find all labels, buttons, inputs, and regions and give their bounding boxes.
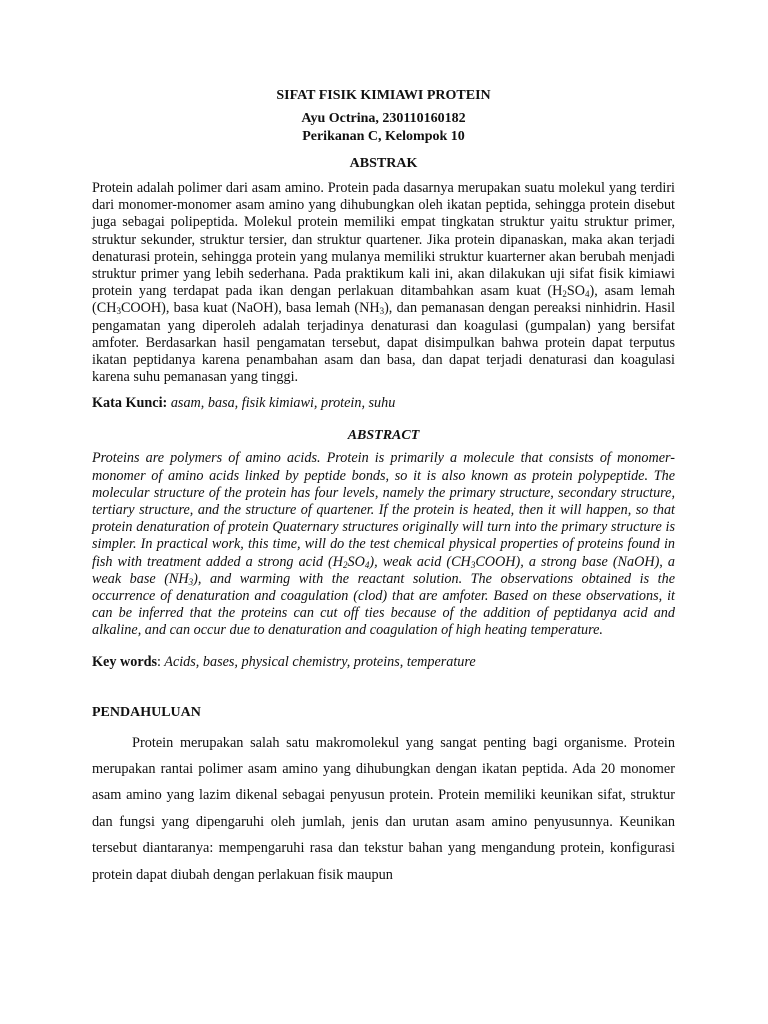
kata-kunci-values: asam, basa, fisik kimiawi, protein, suhu	[170, 395, 396, 412]
abstrak-heading: ABSTRAK	[349, 156, 418, 171]
subscript: 2	[343, 559, 348, 570]
abstract-text: ), and warming with the reactant solution. The observations obtained is the occurrence of denaturation and coagulation (clod) that are amfoter. Based on these observations, it can be inferred that the proteins can cut off ties because of the addition of peptidanya acid and alkaline, and can occur due to denaturation and coagulation of high heating temperature.	[92, 570, 675, 639]
abstrak-text: COOH), basa kuat (NaOH), basa lemah (NH	[120, 300, 380, 317]
kata-kunci	[92, 395, 675, 412]
key-words-colon: :	[157, 653, 161, 670]
abstrak-text: ), dan pemanasan dengan pereaksi ninhidrin. Hasil pengamatan yang diperoleh adalah terjadinya denaturasi dan koagulasi (gumpalan) yang bersifat amfoter. Berdasarkan hasil pengamatan tersebut, dapat disimpulkan bahwa protein dapat terputus ikatan peptidanya karena penambahan asam dan basa, dan dapat terjadi denaturasi dan koagulasi karena suhu pemanasan yang tinggi.	[92, 300, 676, 386]
key-words-label: Key words	[92, 653, 158, 670]
abstract-text: Proteins are polymers of amino acids. Protein is primarily a molecule that consists of monomer-monomer of amino acids linked by peptide bonds, so it is also known as protein polypeptide. The molecular structure of the protein has four levels, namely the primary structure, secondary structure, tertiary structure, and the structure of quartener. If the protein is heated, then it will happen, so that protein denaturation of protein Quaternary structures originally will turn into the primary structure is simpler. In practical work, this time, will do the test chemical physical properties of proteins found in fish with treatment added a strong acid (H	[92, 450, 675, 570]
subscript: 3	[188, 576, 194, 587]
abstract-heading: ABSTRACT	[347, 428, 420, 444]
author-line: Ayu Octrina, 230110160182	[301, 111, 466, 126]
subscript: 4	[585, 289, 590, 300]
subscript: 2	[562, 289, 567, 300]
abstrak-text: SO	[566, 283, 586, 300]
subscript: 3	[470, 559, 476, 570]
abstract-text: SO	[347, 553, 365, 570]
pendahuluan-heading: PENDAHULUAN	[92, 704, 201, 720]
abstrak-text: Protein adalah polimer dari asam amino. Protein pada dasarnya merupakan suatu molekul yang terdiri dari monomer-monomer asam amino yang dihubungkan oleh ikatan peptida, sehingga protein disebut juga sebagai polipeptida. Molekul protein memiliki empat tingkatan struktur yaitu struktur primer, struktur sekunder, struktur tersier, dan struktur quartener. Jika protein dipanaskan, maka akan terjadi denaturasi protein, sehingga protein yang mulanya memiliki struktur kuarterner akan berubah menjadi struktur primer yang lebih sederhana. Pada praktikum kali ini, akan dilakukan uji sifat fisik kimiawi protein yang terdapat pada ikan dengan perlakuan ditambahkan asam kuat (H	[92, 180, 675, 300]
key-words-values: Acids, bases, physical chemistry, proteins, temperature	[160, 653, 476, 670]
abstract-paragraph	[92, 450, 675, 639]
pendahuluan-paragraph: Protein merupakan salah satu makromolekul yang sangat penting bagi organisme. Protein merupakan rantai polimer asam amino yang dihubungkan dengan ikatan peptida. Ada 20 monomer asam amino yang lazim dikenal sebagai penyusun protein. Protein memiliki keunikan sifat, struktur dan fungsi yang dipengaruhi oleh jumlah, jenis dan urutan asam amino penyusunnya. Keunikan tersebut diantaranya: mempengaruhi rasa dan tekstur bahan yang mengandung protein, konfigurasi protein dapat diubah dengan perlakuan fisik maupun	[92, 734, 675, 883]
abstract-text: ), weak acid (CH	[369, 553, 471, 570]
group-line: Perikanan C, Kelompok 10	[302, 129, 465, 144]
subscript: 3	[116, 306, 121, 317]
abstrak-paragraph	[92, 180, 675, 386]
paper-title: SIFAT FISIK KIMIAWI PROTEIN	[276, 88, 491, 103]
key-words	[92, 654, 675, 671]
abstrak-text: ), asam lemah (CH	[92, 283, 675, 317]
subscript: 3	[379, 306, 385, 317]
subscript: 4	[364, 559, 370, 570]
abstract-text: COOH), a strong base (NaOH), a weak base (NH	[92, 553, 675, 587]
kata-kunci-label: Kata Kunci:	[92, 395, 168, 412]
